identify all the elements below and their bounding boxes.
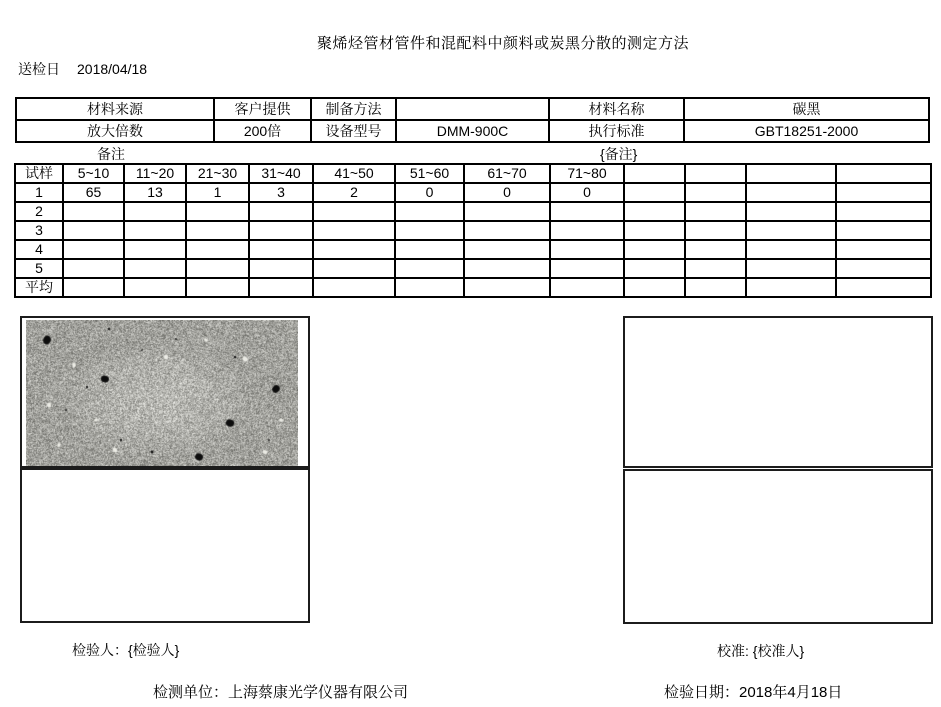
table-cell — [249, 202, 313, 221]
table-cell: 3 — [249, 183, 313, 202]
table-cell — [186, 259, 249, 278]
table-row — [15, 183, 931, 202]
table-cell — [836, 221, 931, 240]
table-cell — [464, 259, 550, 278]
table-cell — [124, 202, 186, 221]
table-cell — [746, 240, 836, 259]
right-bottom-box — [623, 469, 933, 624]
table-cell — [63, 278, 124, 297]
row-header-cell: 平均 — [15, 278, 63, 297]
table-cell — [550, 259, 624, 278]
submission-date-line — [18, 59, 147, 79]
table-cell: 0 — [395, 183, 464, 202]
row-header-cell: 放大倍数 — [16, 120, 214, 142]
table-cell — [624, 164, 685, 183]
table-cell — [124, 221, 186, 240]
right-top-box — [623, 316, 933, 468]
table-cell — [685, 183, 746, 202]
table-cell: 2 — [313, 183, 395, 202]
table-cell — [464, 202, 550, 221]
table-cell: GBT18251-2000 — [684, 120, 929, 142]
table-cell — [124, 259, 186, 278]
table-cell: 设备型号 — [311, 120, 396, 142]
table-cell: 61~70 — [464, 164, 550, 183]
material-info-table — [15, 97, 930, 143]
table-cell — [550, 278, 624, 297]
table-cell — [550, 240, 624, 259]
table-cell: 客户提供 — [214, 98, 311, 120]
table-cell — [63, 240, 124, 259]
table-cell — [395, 221, 464, 240]
table-row — [15, 278, 931, 297]
table-cell — [836, 278, 931, 297]
table-cell — [313, 221, 395, 240]
table-cell: 0 — [550, 183, 624, 202]
table-cell — [836, 240, 931, 259]
report-title: 聚烯烃管材管件和混配料中颜料或炭黑分散的测定方法 — [316, 35, 689, 52]
table-cell: 11~20 — [124, 164, 186, 183]
table-row — [15, 164, 931, 183]
table-cell — [685, 221, 746, 240]
table-cell — [249, 259, 313, 278]
table-cell — [395, 240, 464, 259]
submission-date-value: 2018/04/18 — [77, 61, 148, 77]
table-cell: 65 — [63, 183, 124, 202]
testing-unit-line: 检测单位：上海蔡康光学仪器有限公司 — [153, 684, 409, 701]
table-cell — [186, 202, 249, 221]
table-cell — [464, 240, 550, 259]
table-cell — [63, 221, 124, 240]
table-row — [15, 202, 931, 221]
table-cell: 51~60 — [395, 164, 464, 183]
table-cell — [624, 240, 685, 259]
table-cell: 1 — [186, 183, 249, 202]
table-row — [15, 259, 931, 278]
table-cell — [249, 240, 313, 259]
table-cell — [624, 202, 685, 221]
table-cell — [124, 240, 186, 259]
row-header-cell: 试样 — [15, 164, 63, 183]
table-cell — [313, 202, 395, 221]
table-cell — [685, 164, 746, 183]
table-cell: 41~50 — [313, 164, 395, 183]
table-row — [15, 240, 931, 259]
table-cell — [836, 259, 931, 278]
table-cell — [685, 259, 746, 278]
inspection-date-line: 检验日期：2018年4月18日 — [664, 684, 843, 701]
table-cell — [746, 164, 836, 183]
table-cell — [63, 259, 124, 278]
table-cell — [395, 259, 464, 278]
remark-label: 备注 — [97, 146, 125, 162]
micrograph-image — [26, 320, 298, 466]
table-cell — [124, 278, 186, 297]
row-header-cell: 3 — [15, 221, 63, 240]
row-header-cell: 材料来源 — [16, 98, 214, 120]
table-cell — [395, 278, 464, 297]
table-cell — [464, 221, 550, 240]
row-header-cell: 1 — [15, 183, 63, 202]
table-cell — [395, 202, 464, 221]
table-cell — [746, 183, 836, 202]
table-cell — [186, 240, 249, 259]
micrograph-box — [20, 316, 310, 468]
table-cell: 31~40 — [249, 164, 313, 183]
remark-placeholder: {备注} — [600, 146, 638, 162]
table-cell — [836, 202, 931, 221]
table-cell: 制备方法 — [311, 98, 396, 120]
table-cell: 5~10 — [63, 164, 124, 183]
table-cell: 13 — [124, 183, 186, 202]
table-cell — [624, 183, 685, 202]
table-cell: 碳黑 — [684, 98, 929, 120]
table-cell: 0 — [464, 183, 550, 202]
table-cell — [313, 240, 395, 259]
table-row — [15, 221, 931, 240]
table-cell — [624, 221, 685, 240]
table-cell — [624, 278, 685, 297]
table-cell: 21~30 — [186, 164, 249, 183]
particle-count-table — [14, 163, 932, 298]
table-cell — [624, 259, 685, 278]
table-cell — [186, 278, 249, 297]
table-cell — [746, 202, 836, 221]
table-cell — [186, 221, 249, 240]
table-cell — [836, 183, 931, 202]
table-cell — [63, 202, 124, 221]
table-row — [16, 98, 929, 120]
table-cell — [249, 221, 313, 240]
table-cell — [746, 278, 836, 297]
table-cell: 200倍 — [214, 120, 311, 142]
table-cell — [396, 98, 549, 120]
row-header-cell: 5 — [15, 259, 63, 278]
table-cell — [550, 202, 624, 221]
left-empty-box — [20, 468, 310, 623]
table-cell: DMM-900C — [396, 120, 549, 142]
table-cell — [746, 221, 836, 240]
row-header-cell: 4 — [15, 240, 63, 259]
table-cell — [313, 278, 395, 297]
table-cell — [685, 202, 746, 221]
row-header-cell: 2 — [15, 202, 63, 221]
table-cell: 材料名称 — [549, 98, 684, 120]
table-cell — [836, 164, 931, 183]
table-cell — [464, 278, 550, 297]
table-row — [16, 120, 929, 142]
table-cell — [746, 259, 836, 278]
table-cell: 执行标准 — [549, 120, 684, 142]
table-cell — [685, 278, 746, 297]
table-cell — [685, 240, 746, 259]
inspector-line: 检验人：{检验人} — [72, 642, 180, 658]
table-cell: 71~80 — [550, 164, 624, 183]
calibrator-line: 校准: {校准人} — [717, 643, 805, 659]
table-cell — [313, 259, 395, 278]
table-cell — [550, 221, 624, 240]
submission-date-label: 送检日 — [18, 61, 60, 77]
table-cell — [249, 278, 313, 297]
